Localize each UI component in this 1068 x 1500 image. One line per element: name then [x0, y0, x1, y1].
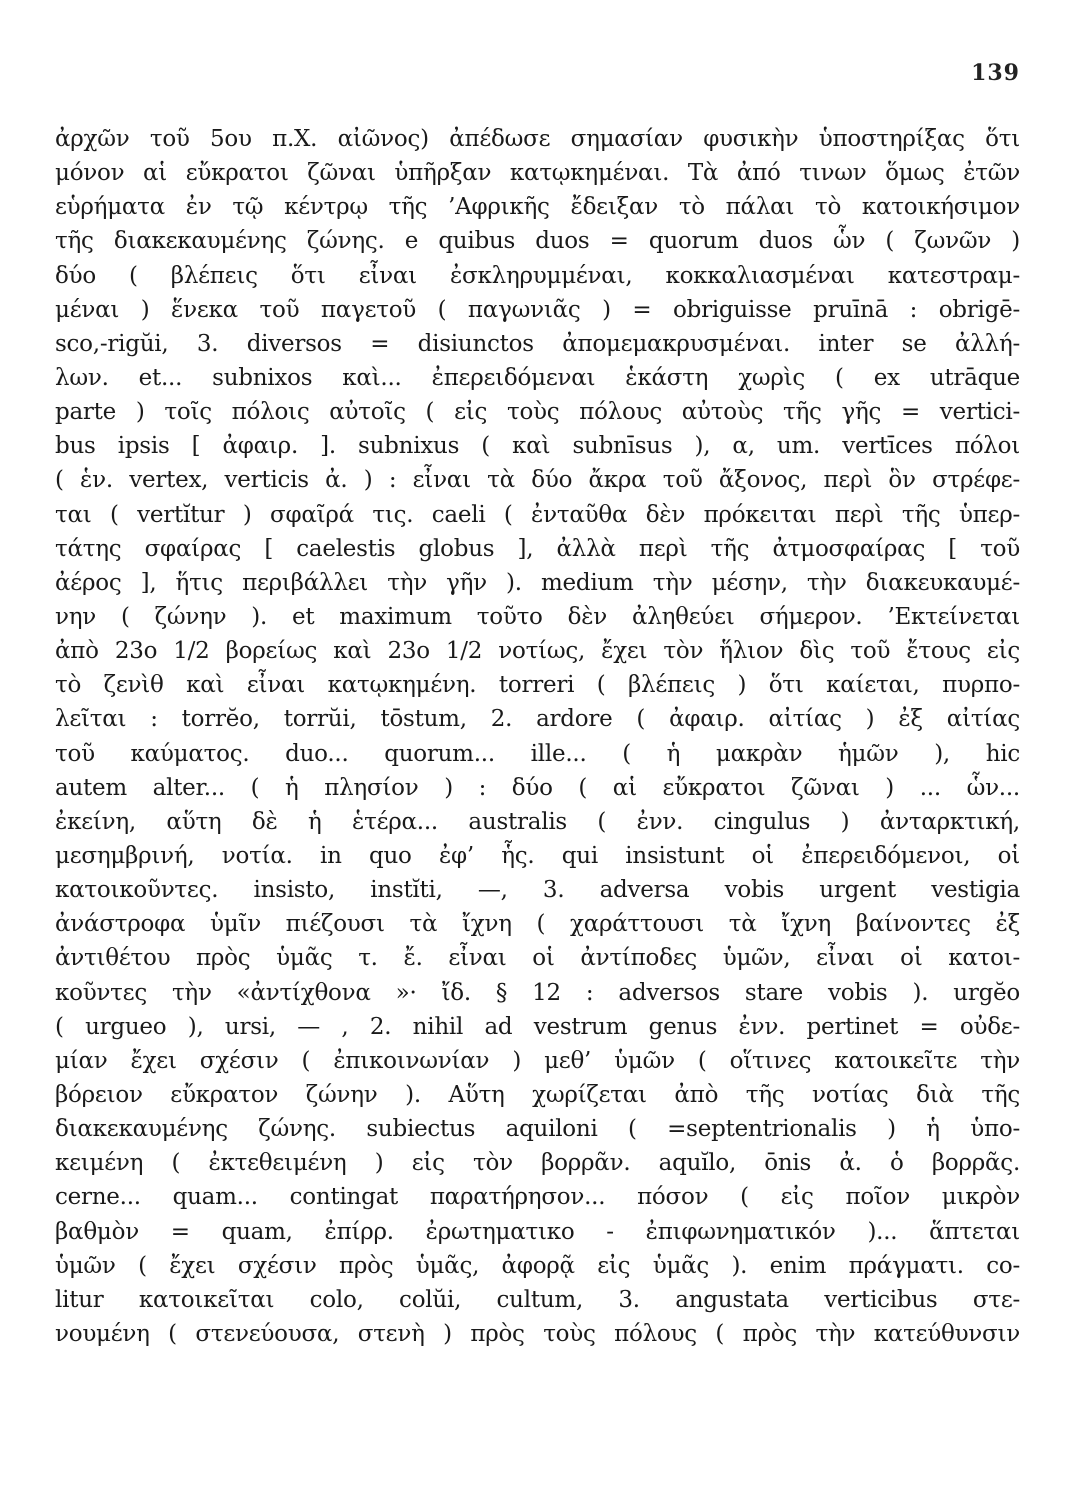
text-line: κειμένη ( ἐκτεθειμένη ) εἰς τὸν βορρᾶν. aquĭlo, ōnis ἀ. ὁ βορρᾶς.: [55, 1150, 1020, 1177]
text-line: τῆς διακεκαυμένης ζώνης. e quibus duos = quorum duos ὧν ( ζωνῶν ): [55, 228, 1020, 255]
text-line: ἐκείνη, αὕτη δὲ ἡ ἑτέρα... australis ( ἐνν. cingulus ) ἀνταρκτική,: [55, 808, 1020, 835]
text-line: ὑμῶν ( ἔχει σχέσιν πρὸς ὑμᾶς, ἀφορᾷ εἰς ὑμᾶς ). enim πράγματι. co-: [55, 1252, 1020, 1279]
commentary-text: [55, 122, 1020, 1351]
text-line: εὑρήματα ἐν τῷ κέντρῳ τῆς ’Αφρικῆς ἔδειξαν τὸ πάλαι τὸ κατοικήσιμον: [55, 194, 1020, 221]
text-line: τοῦ καύματος. duo... quorum... ille... ( ἡ μακρὰν ἡμῶν ), hic: [55, 740, 1020, 767]
text-line: μίαν ἔχει σχέσιν ( ἐπικοινωνίαν ) μεθ’ ὑμῶν ( οἵτινες κατοικεῖτε τὴν: [55, 1047, 1020, 1074]
text-line: βαθμὸν = quam, ἐπίρρ. ἐρωτηματικο - ἐπιφωνηματικόν )... ἅπτεται: [55, 1218, 1020, 1245]
text-line: νουμένη ( στενεύουσα, στενὴ ) πρὸς τοὺς πόλους ( πρὸς τὴν κατεύθυνσιν: [55, 1320, 1020, 1347]
text-line: ἀπὸ 23ο 1/2 βορείως καὶ 23ο 1/2 νοτίως, ἔχει τὸν ἥλιον δὶς τοῦ ἔτους εἰς: [55, 638, 1020, 665]
text-line: ται ( vertĭtur ) σφαῖρά τις. caeli ( ἐνταῦθα δὲν πρόκειται περὶ τῆς ὑπερ-: [55, 501, 1020, 528]
text-line: νην ( ζώνην ). et maximum τοῦτο δὲν ἀληθεύει σήμερον. ’Εκτείνεται: [55, 603, 1020, 630]
text-line: ἀέρος ], ἥτις περιβάλλει τὴν γῆν ). medium τὴν μέσην, τὴν διακευκαυμέ-: [55, 569, 1020, 596]
text-line: ἀρχῶν τοῦ 5ου π.Χ. αἰῶνος) ἀπέδωσε σημασίαν φυσικὴν ὑποστηρίξας ὅτι: [55, 126, 1020, 152]
text-line: κατοικοῦντες. insisto, instĭti, —, 3. adversa vobis urgent vestigia: [55, 877, 1020, 904]
text-line: τάτης σφαίρας [ caelestis globus ], ἀλλὰ περὶ τῆς ἀτμοσφαίρας [ τοῦ: [55, 535, 1020, 562]
text-line: μεσημβρινή, νοτία. in quo ἐφ’ ἧς. qui insistunt οἱ ἐπερειδόμενοι, οἱ: [55, 842, 1020, 869]
text-line: litur κατοικεῖται colo, colŭi, cultum, 3. angustata verticibus στε-: [55, 1286, 1020, 1313]
text-line: λων. et... subnixos καὶ... ἐπερειδόμεναι ἑκάστη χωρὶς ( ex utrāque: [55, 364, 1020, 391]
text-line: parte ) τοῖς πόλοις αὐτοῖς ( εἰς τοὺς πόλους αὐτοὺς τῆς γῆς = vertici-: [55, 399, 1020, 426]
text-line: cerne... quam... contingat παρατήρησον... πόσον ( εἰς ποῖον μικρὸν: [55, 1184, 1020, 1211]
text-line: κοῦντες τὴν «ἀντίχθονα »· ἴδ. § 12 : adversos stare vobis ). urgĕo: [55, 979, 1020, 1006]
text-line: τὸ ζενὶθ καὶ εἶναι κατῳκημένη. torreri ( βλέπεις ) ὅτι καίεται, πυρπο-: [55, 672, 1020, 699]
text-line: ἀνάστροφα ὑμῖν πιέζουσι τὰ ἴχνη ( χαράττουσι τὰ ἴχνη βαίνοντες ἐξ: [55, 911, 1020, 938]
text-line: μέναι ) ἕνεκα τοῦ παγετοῦ ( παγωνιᾶς ) = obriguisse pruīnā : obrigē-: [55, 296, 1020, 323]
text-line: ( ἑν. vertex, verticis ἀ. ) : εἶναι τὰ δύο ἄκρα τοῦ ἄξονος, περὶ ὃν στρέφε-: [55, 467, 1020, 494]
page-number: 139: [971, 60, 1020, 86]
text-line: bus ipsis [ ἀφαιρ. ]. subnixus ( καὶ subnīsus ), α, um. vertīces πόλοι: [55, 433, 1020, 460]
text-line: ἀντιθέτου πρὸς ὑμᾶς τ. ἔ. εἶναι οἱ ἀντίποδες ὑμῶν, εἶναι οἱ κατοι-: [55, 945, 1020, 972]
text-line: λεῖται : torrĕo, torrŭi, tōstum, 2. ardore ( ἀφαιρ. αἰτίας ) ἐξ αἰτίας: [55, 706, 1020, 733]
text-line: διακεκαυμένης ζώνης. subiectus aquiloni ( =septentrionalis ) ἡ ὑπο-: [55, 1116, 1020, 1143]
text-line: βόρειον εὔκρατον ζώνην ). Αὕτη χωρίζεται ἀπὸ τῆς νοτίας διὰ τῆς: [55, 1081, 1020, 1108]
text-line: δύο ( βλέπεις ὅτι εἶναι ἐσκληρυμμέναι, κοκκαλιασμέναι κατεστραμ-: [55, 262, 1020, 289]
text-line: ( urgueo ), ursi, — , 2. nihil ad vestrum genus ἐνν. pertinet = οὐδε-: [55, 1013, 1020, 1040]
text-line: μόνον αἱ εὔκρατοι ζῶναι ὑπῆρξαν κατῳκημέναι. Τὰ ἀπό τινων ὅμως ἐτῶν: [55, 160, 1020, 187]
text-line: autem alter... ( ἡ πλησίον ) : δύο ( αἱ εὔκρατοι ζῶναι ) ... ὧν...: [55, 774, 1020, 801]
text-line: sco,-rigŭi, 3. diversos = disiunctos ἀπομεμακρυσμέναι. inter se ἀλλή-: [55, 330, 1020, 357]
